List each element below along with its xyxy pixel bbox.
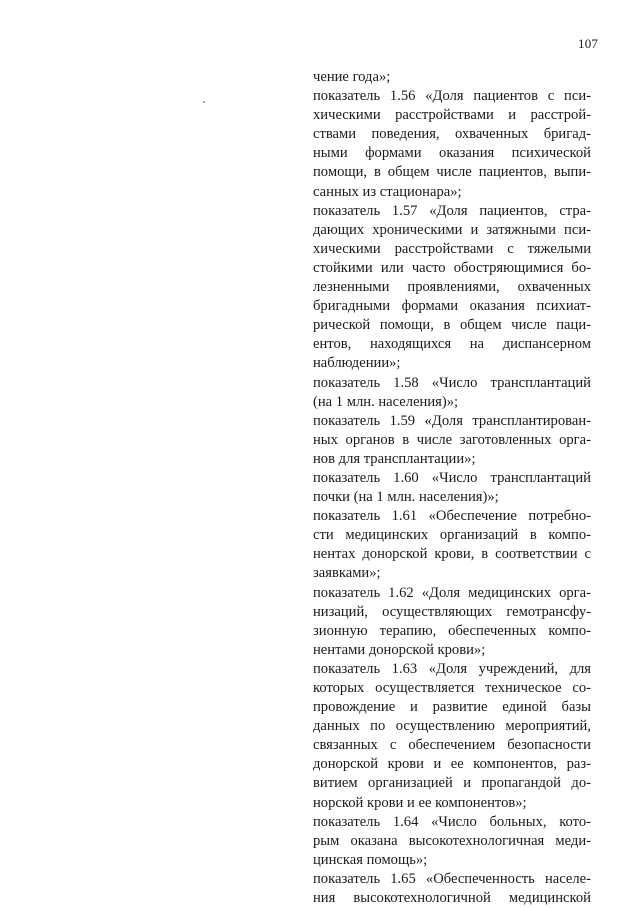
text-line: донорской крови и ее компонентов, раз- <box>313 756 591 773</box>
text-line: провождение и развитие единой базы <box>313 699 591 716</box>
text-line: показатель 1.60 «Число трансплантаций <box>313 469 591 486</box>
text-line: которых осуществляется техническое со- <box>313 680 591 696</box>
text-line: наблюдении»; <box>313 355 401 372</box>
text-line: ными формами оказания психической <box>313 145 591 162</box>
text-line: бригадными формами оказания психиат- <box>313 298 591 315</box>
text-line: почки (на 1 млн. населения)»; <box>313 489 499 506</box>
text-line: данных по осуществлению мероприятий, <box>313 718 591 735</box>
text-line: показатель 1.63 «Доля учреждений, для <box>313 660 591 677</box>
text-line: зионную терапию, обеспеченных компо- <box>313 622 591 639</box>
text-line: сти медицинских организаций в компо- <box>313 527 591 544</box>
scan-speck <box>203 101 205 103</box>
text-line: ствами поведения, охваченных бригад- <box>313 126 591 143</box>
text-line: цинская помощь»; <box>313 851 428 868</box>
text-line: показатель 1.58 «Число трансплантаций <box>313 374 591 391</box>
text-line: показатель 1.65 «Обеспеченность населе- <box>313 870 591 887</box>
text-line: показатель 1.56 «Доля пациентов с пси- <box>313 88 591 105</box>
text-line: хическими расстройствами с тяжелыми <box>313 240 591 257</box>
text-line: помощи, в общем числе пациентов, выпи- <box>313 164 591 181</box>
text-line: ных органов в числе заготовленных орга- <box>313 431 591 448</box>
text-line: нов для трансплантации»; <box>313 450 476 467</box>
text-line: заявками»; <box>313 565 381 582</box>
text-line: (на 1 млн. населения)»; <box>313 393 459 410</box>
text-line: показатель 1.62 «Доля медицинских орга- <box>313 584 591 601</box>
text-line: норской крови и ее компонентов»; <box>313 794 527 811</box>
text-line: показатель 1.61 «Обеспечение потребно- <box>313 508 591 525</box>
text-line: показатель 1.64 «Число больных, кото- <box>313 813 591 830</box>
document-text-column <box>313 68 591 908</box>
text-line: нентами донорской крови»; <box>313 641 486 658</box>
page-number: 107 <box>578 36 599 51</box>
text-line: лезненными проявлениями, охваченных <box>313 279 591 296</box>
text-line: ентов, находящихся на диспансерном <box>313 336 591 353</box>
text-line: дающих хроническими и затяжными пси- <box>313 221 591 238</box>
text-line: связанных с обеспечением безопасности <box>313 737 591 754</box>
text-line: показатель 1.57 «Доля пациентов, стра- <box>313 202 591 219</box>
text-line: низаций, осуществляющих гемотрансфу- <box>313 603 591 620</box>
text-line: санных из стационара»; <box>313 183 462 200</box>
text-line: стойкими или часто обостряющимися бо- <box>313 259 591 276</box>
text-line: нентах донорской крови, в соответствии с <box>313 546 591 563</box>
text-line: хическими расстройствами и расстрой- <box>313 107 591 124</box>
text-line: показатель 1.59 «Доля трансплантирован- <box>313 412 591 429</box>
text-line: рической помощи, в общем числе паци- <box>313 317 591 334</box>
text-line: ния высокотехнологичной медицинской <box>313 890 591 907</box>
text-line: витием организацией и пропагандой до- <box>313 775 591 792</box>
text-line: чение года»; <box>313 69 391 85</box>
text-line: рым оказана высокотехнологичная меди- <box>313 832 591 849</box>
